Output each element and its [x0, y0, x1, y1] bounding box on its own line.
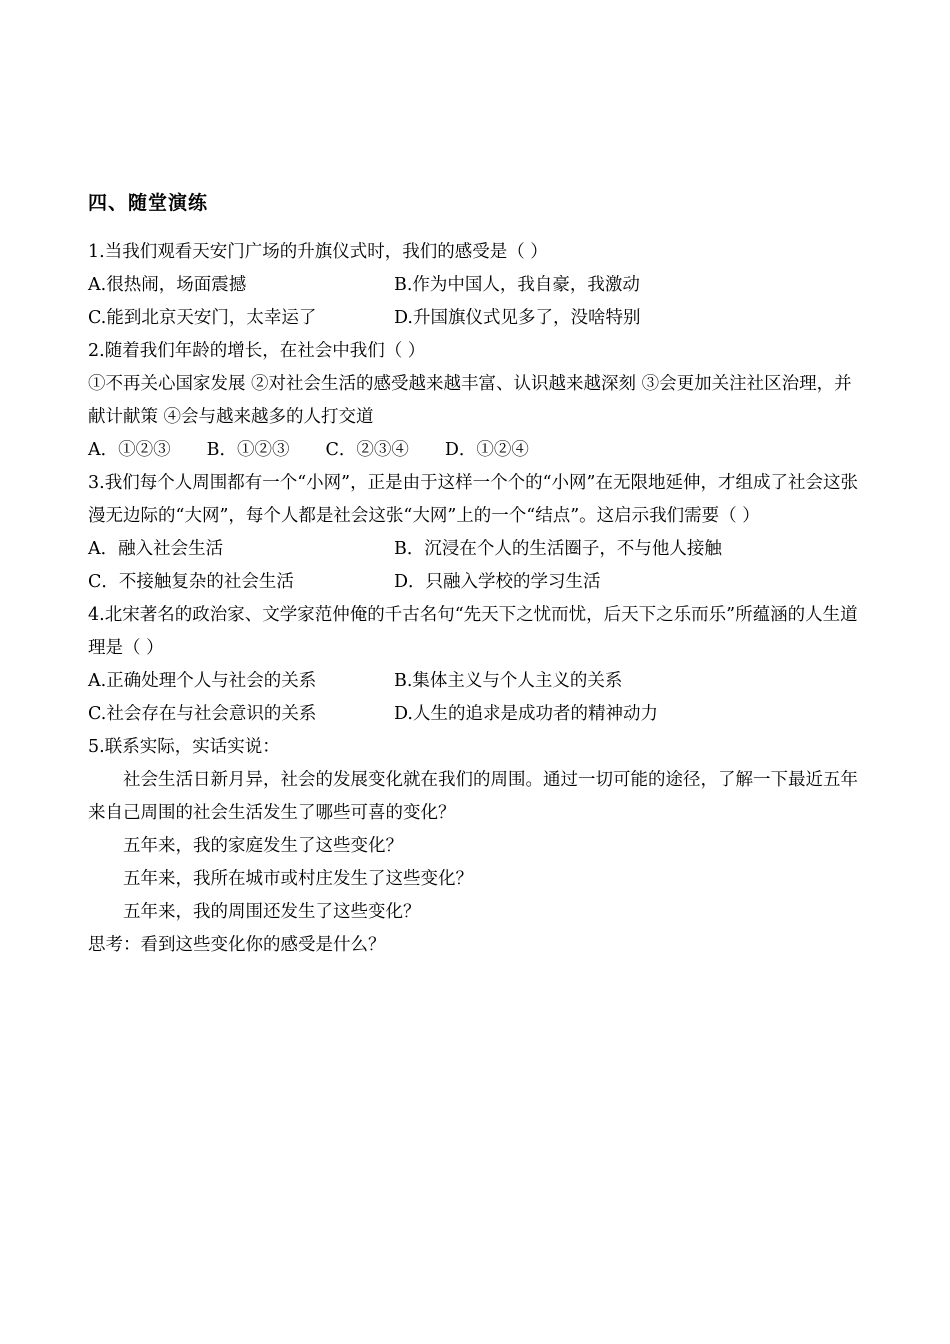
option-a: A．①②③ [88, 440, 171, 460]
question-2-stem: 2.随着我们年龄的增长，在社会中我们（ ） [88, 341, 426, 361]
prompt-family: 五年来，我的家庭发生了这些变化？ [123, 836, 403, 856]
question-4-options-row-2 [88, 698, 864, 731]
question-2-statements: ①不再关心国家发展 ②对社会生活的感受越来越丰富、认识越来越深刻 ③会更加关注社区治理，并献计献策 ④会与越来越多的人打交道 [88, 374, 852, 427]
question-1-stem: 1.当我们观看天安门广场的升旗仪式时，我们的感受是（ ） [88, 242, 548, 262]
prompt-city-village: 五年来，我所在城市或村庄发生了这些变化？ [123, 869, 473, 889]
question-4-options-row-1 [88, 665, 864, 698]
reflection-question: 思考：看到这些变化你的感受是什么？ [88, 935, 386, 955]
option-a: A.正确处理个人与社会的关系 [88, 671, 317, 691]
option-d: D．①②④ [444, 440, 529, 460]
question-5-stem: 5.联系实际，实话实说： [88, 737, 280, 757]
question-1-options-row-2 [88, 302, 864, 335]
question-5-paragraph: 社会生活日新月异，社会的发展变化就在我们的周围。通过一切可能的途径，了解一下最近五年来自己周围的社会生活发生了哪些可喜的变化？ [88, 770, 858, 823]
option-c: C．不接触复杂的社会生活 [88, 572, 294, 592]
question-1-options-row-1 [88, 269, 864, 302]
question-3-options-row-1 [88, 533, 864, 566]
question-3-options-row-2 [88, 566, 864, 599]
option-b: B.集体主义与个人主义的关系 [394, 671, 623, 691]
option-c: C.能到北京天安门，太幸运了 [88, 308, 317, 328]
option-b: B．①②③ [206, 440, 290, 460]
option-a: A.很热闹，场面震撼 [88, 275, 247, 295]
question-4-stem: 4.北宋著名的政治家、文学家范仲俺的千古名句“先天下之忧而忧，后天下之乐而乐”所蕴涵的人生道理是（ ） [88, 605, 858, 658]
option-a: A．融入社会生活 [88, 539, 224, 559]
option-b: B.作为中国人，我自豪，我激动 [394, 275, 640, 295]
option-c: C.社会存在与社会意识的关系 [88, 704, 317, 724]
question-3-stem: 3.我们每个人周围都有一个“小网”，正是由于这样一个个的“小网”在无限地延伸，才组成了社会这张漫无边际的“大网”，每个人都是社会这张“大网”上的一个“结点”。这启示我们需要（ ） [88, 473, 858, 526]
prompt-surroundings: 五年来，我的周围还发生了这些变化？ [123, 902, 421, 922]
option-d: D.升国旗仪式见多了，没啥特别 [394, 308, 641, 328]
option-d: D．只融入学校的学习生活 [394, 572, 601, 592]
question-2-options [88, 434, 864, 467]
exercise-content [88, 236, 864, 962]
section-title: 四、随堂演练 [88, 192, 209, 214]
option-d: D.人生的追求是成功者的精神动力 [394, 704, 658, 724]
option-b: B．沉浸在个人的生活圈子，不与他人接触 [394, 539, 722, 559]
option-c: C．②③④ [325, 440, 409, 460]
